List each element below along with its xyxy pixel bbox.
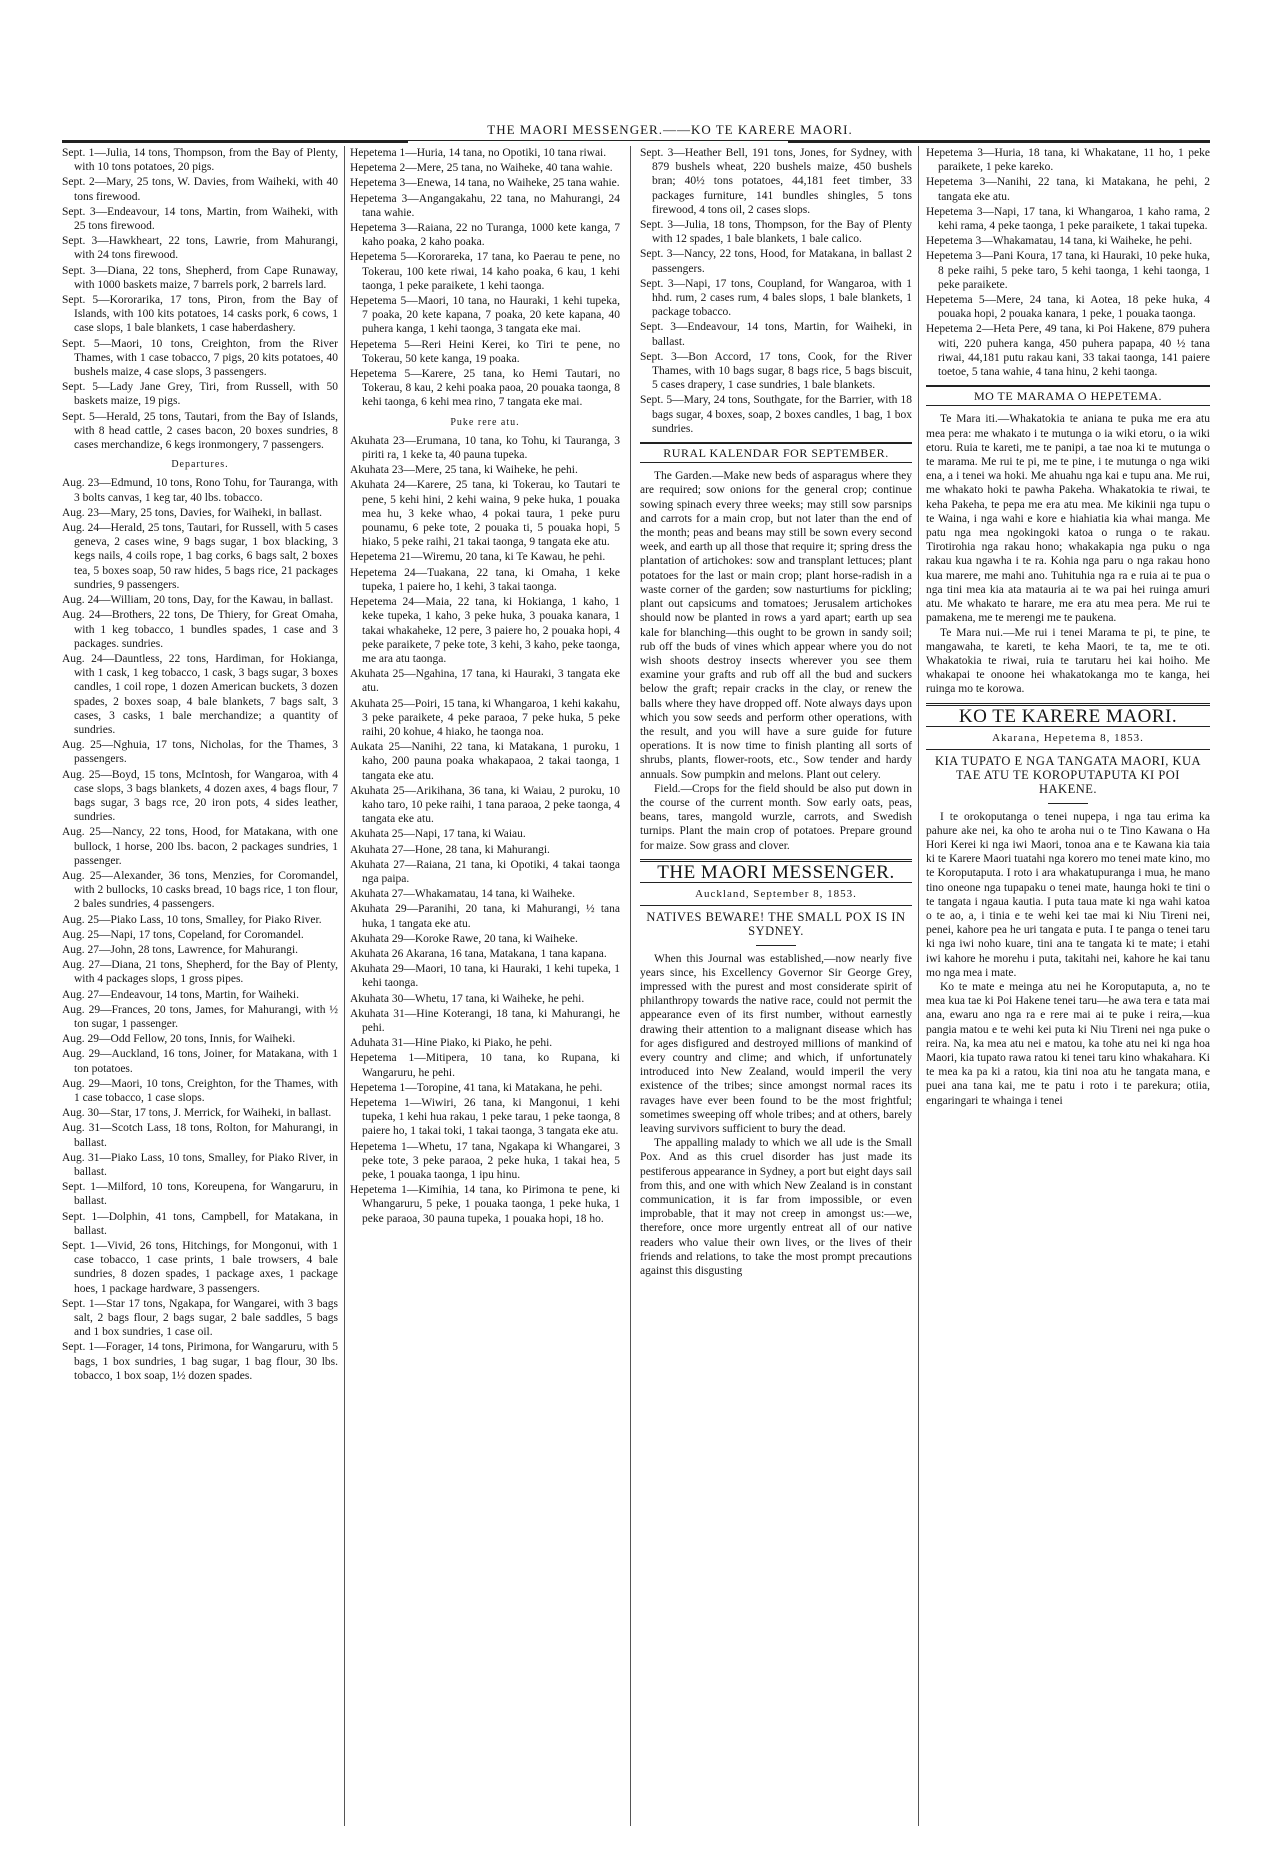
column-shipping-maori bbox=[350, 146, 620, 1826]
list-item: Aug. 25—Nghuia, 17 tons, Nicholas, for the Thames, 3 passengers. bbox=[62, 739, 338, 766]
list-item: Hepetema 5—Mere, 24 tana, ki Aotea, 18 peke huka, 4 pouaka hopi, 2 pouaka kanara, 1 peke, 1 pouaka taonga. bbox=[926, 294, 1210, 321]
marama-heading: MO TE MARAMA O HEPETEMA. bbox=[926, 385, 1210, 406]
list-item: Akuhata 29—Maori, 10 tana, ki Hauraki, 1 kehi tupeka, 1 kehi taonga. bbox=[350, 963, 620, 990]
list-item: Hepetema 3—Enewa, 14 tana, no Waiheke, 25 tana wahie. bbox=[350, 177, 620, 190]
list-item: Hepetema 1—Kimihia, 14 tana, ko Pirimona te pene, ki Whangaruru, 5 peke, 1 pouaka taonga, 1 peke huka, 1 peke paraoa, 30 pauna tupeka, 1 pouaka hopi, 18 ho. bbox=[350, 1184, 620, 1225]
list-item: Aug. 29—Frances, 20 tons, James, for Mahurangi, with ½ ton sugar, 1 passenger. bbox=[62, 1003, 338, 1030]
list-item: Aug. 25—Nancy, 22 tons, Hood, for Matakana, with one bullock, 1 horse, 200 lbs. bacon, 2 packages sundries, 1 passenger. bbox=[62, 826, 338, 867]
list-item: Akuhata 29—Paranihi, 20 tana, ki Mahurangi, ½ tana huka, 1 tangata eke atu. bbox=[350, 903, 620, 930]
list-item: Sept. 3—Bon Accord, 17 tons, Cook, for the River Thames, with 10 bags sugar, 8 bags rice, 5 bags biscuit, 5 cases drapery, 1 case sundries, 1 bale blankets. bbox=[640, 350, 912, 392]
column-rule-3 bbox=[918, 146, 919, 1826]
rere-atu-heading: Puke rere atu. bbox=[450, 416, 520, 428]
list-item: Aug. 25—Napi, 17 tons, Copeland, for Coromandel. bbox=[62, 928, 304, 941]
list-item: Sept. 3—Diana, 22 tons, Shepherd, from Cape Runaway, with 1000 baskets maize, 7 barrels pork, 2 barrels lard. bbox=[62, 264, 338, 291]
list-item: Hepetema 21—Wiremu, 20 tana, ki Te Kawau, he pehi. bbox=[350, 551, 606, 564]
headline-rule bbox=[756, 945, 796, 946]
list-item: Aug. 23—Mary, 25 tons, Davies, for Waiheki, in ballast. bbox=[62, 506, 323, 519]
article-paragraph: I te orokoputanga o tenei nupepa, i nga tau erima ka pahure ake nei, ka oho te aroha nui o te Tino Kawana o Ha Hori Kerei ki nga iwi Maori, tonoa ana e te Kawana kia taia ki te Karere Maori tuatahi nga korero mo tenei mate kino, mo te Koroputaputa. I roto i ara whakatupuranga i mua, he mano tino oneone nga tupapaku o tenei mate, haunga hoki te tini o te tangata i ngaua kautia. I puta taua mate ki nga wahi katoa o te ao, a, i tinia e te wehi kei tae mai ki Niu Tireni nei, penei, kahore pea he uri tangata e puta. I te panga o tenei taru ki nga iwi noho kuare, tini ana te tangata ki te mate; i etahi iwi kahore he morehu i puta, takitahi nei, kahore he kai tanu mo nga mea i mate. bbox=[926, 810, 1210, 979]
marama-paragraph: Te Mara nui.—Me rui i tenei Marama te pi, te pine, te mangawaha, te kareti, te keha Maori, te ta, me te oti. Whakatokia te riwai, ruia te tarutaru hei kai hoiho. Me whakapai te onoone hei whakatokanga mo te kanga, hei ruinga mo te korowa. bbox=[926, 626, 1210, 696]
list-item: Aug. 24—Brothers, 22 tons, De Thiery, for Great Omaha, with 1 keg tobacco, 1 bundles spades, 1 case and 3 packages. sundries. bbox=[62, 609, 338, 650]
list-item: Hepetema 3—Nanihi, 22 tana, ki Matakana, he pehi, 2 tangata eke atu. bbox=[926, 176, 1210, 203]
marama-paragraph: Te Mara iti.—Whakatokia te aniana te puka me era atu mea pera: me whakato i te mutunga o ia wiki etoru, o ia wiki etoru. Ruia te kareti, me te panipi, a tae noa ki te mutunga o te marama. Me rui te pi, me te pine, i te mutunga o nga wiki ena, a i tenei wa hoki. Me ahuahu nga kai e tupu ana. Me rui, me whakato hoki te pawha Pakeha. Whakatokia te riwai, te keha Pakeha, te pepa me era atu mea. Me kikinii nga tupu o te Waina, i nga wahi e kore e hiahiatia kia whai manga. Me patu nga mea ngokingoki katoa o runga o te rakau. Tirotirohia nga rakau hono; whakakapia nga puku o nga rakau kua ngawha i te ra. Kohia nga paru o nga rakau hono kua marere, me mahi ano. Tuhituhia nga ra e ruia ai te pua o nga tini mea kia ata matauria ai te wa pai hei ruinga amuri atu. Me whakato te harare, me era atu mea pera. Me rui te pamakena, me te merengi me te paukena. bbox=[926, 413, 1210, 625]
list-item: Sept. 1—Milford, 10 tons, Koreupena, for Wangaruru, in ballast. bbox=[62, 1181, 338, 1208]
list-item: Hepetema 1—Toropine, 41 tana, ki Matakana, he pehi. bbox=[350, 1081, 603, 1094]
list-item: Sept. 1—Star 17 tons, Ngakapa, for Wangarei, with 3 bags salt, 2 bags flour, 2 bags sugar, 2 bale saddles, 5 bags and 1 box sundries, 1 case oil. bbox=[62, 1297, 338, 1339]
list-item: Akuhata 27—Hone, 28 tana, ki Mahurangi. bbox=[350, 843, 550, 856]
list-item: Sept. 3—Endeavour, 14 tons, Martin, for Waiheki, in ballast. bbox=[640, 321, 912, 348]
list-item: Aug. 31—Scotch Lass, 18 tons, Rolton, for Mahurangi, in ballast. bbox=[62, 1122, 338, 1149]
list-item: Hepetema 1—Wiwiri, 26 tana, ki Mangonui, 1 kehi tupeka, 1 kehi hua rakau, 1 peke tarau, 1 peke taonga, 8 paiere ho, 1 takai toki, 1 takai taonga, 3 tangata eke atu. bbox=[350, 1097, 620, 1138]
list-item: Sept. 3—Nancy, 22 tons, Hood, for Matakana, in ballast 2 passengers. bbox=[640, 248, 912, 275]
arrivals-list-continued bbox=[640, 146, 912, 436]
kalendar-field-paragraph: Field.—Crops for the field should be also put down in the course of the current month. Sow early oats, peas, beans, tares, mangold wurzle, carrots, and Swedish turnips. Plant the main crop of potatoes. Prepare ground for maize. Sow grass and clover. bbox=[640, 782, 912, 852]
list-item: Aug. 30—Star, 17 tons, J. Merrick, for Waiheki, in ballast. bbox=[62, 1107, 332, 1120]
list-item: Sept. 3—Endeavour, 14 tons, Martin, from Waiheki, with 25 tons firewood. bbox=[62, 205, 338, 233]
list-item: Aug. 29—Odd Fellow, 20 tons, Innis, for Waiheki. bbox=[62, 1033, 296, 1046]
tae-mai-list-continued bbox=[926, 146, 1210, 379]
article-paragraph: Ko te mate e meinga atu nei he Koroputaputa, a, no te mea kua tae ki Poi Hakene tenei taru—he awa tera e tata mai ana, ewaru ano nga ra e rere mai ai te puke i reira,—kua pangia matou e te wehi kei puta ki Niu Tireni nei nga puke o reira. Na, ka mea atu nei e matou, ka tohe atu nei ki nga hoa Maori, kia tupato rawa ratou ki tenei taru kino whakahara. Ki te mea ka pa ki a ratou, kia tini noa atu he tangata mana, e puei ana tana kai, me te patu i roto i te parekura; otiia, engaringari te whainga i tenei bbox=[926, 980, 1210, 1107]
list-item: Hepetema 1—Mitipera, 10 tana, ko Rupana, ki Wangaruru, he pehi. bbox=[350, 1052, 620, 1079]
list-item: Aug. 24—Dauntless, 22 tons, Hardiman, for Hokianga, with 1 cask, 1 keg tobacco, 1 cask, 3 bags sugar, 3 boxes candles, 1 coil rope, 1 dozen American buckets, 3 dozen spades, 2 boxes soap, 4 bale blankets, 7 bags salt, 3 cases, 3 casks, 1 bale merchandize; a quantity of sundries. bbox=[62, 652, 338, 736]
column-rule-2 bbox=[630, 146, 631, 1826]
list-item: Akuhata 23—Mere, 25 tana, ki Waiheke, he pehi. bbox=[350, 464, 578, 477]
list-item: Aug. 24—William, 20 tons, Day, for the Kawau, in ballast. bbox=[62, 594, 334, 607]
dateline-english: Auckland, September 8, 1853. bbox=[695, 887, 857, 900]
list-item: Aug. 27—John, 28 tons, Lawrence, for Mahurangi. bbox=[62, 943, 299, 956]
list-item: Akuhata 30—Whetu, 17 tana, ki Waiheke, he pehi. bbox=[350, 992, 585, 1005]
list-item: Sept. 5—Herald, 25 tons, Tautari, from the Bay of Islands, with 8 head cattle, 2 cases bacon, 20 boxes sundries, 8 cases merchandize, 6 kegs ironmongery, 7 passengers. bbox=[62, 410, 338, 452]
departures-list bbox=[62, 476, 338, 1383]
list-item: Akuhata 27—Raiana, 21 tana, ki Opotiki, 4 takai taonga nga paipa. bbox=[350, 858, 620, 885]
list-item: Aug. 25—Boyd, 15 tons, McIntosh, for Wangaroa, with 4 case slops, 3 bags blankets, 4 dozen axes, 4 bags flour, 7 bags sugar, 3 bags rce, 20 iron pots, 4 sides leather, sundries. bbox=[62, 768, 338, 824]
list-item: Sept. 1—Dolphin, 41 tons, Campbell, for Matakana, in ballast. bbox=[62, 1210, 338, 1237]
list-item: Hepetema 1—Whetu, 17 tana, Ngakapa ki Whangarei, 3 peke tote, 3 peke paraoa, 2 peke huka, 1 takai hea, 5 peke, 1 pouaka taonga, 1 ipu hinu. bbox=[350, 1140, 620, 1182]
article-paragraph: The appalling malady to which we all ude is the Small Pox. And as this cruel disorder has just made its pestiferous appearance in Sydney, a port but eight days sail from this, and one with which New Zealand is in constant communication, it is far from impossible, or even improbable, that it may not creep in amongst us:—we, therefore, once more urgently entreat all of our native readers who value their own lives, or the lives of their friends and relations, to take the most prompt precautions against this disgusting bbox=[640, 1137, 912, 1278]
list-item: Hepetema 3—Angangakahu, 22 tana, no Mahurangi, 24 tana wahie. bbox=[350, 192, 620, 219]
list-item: Akuhata 25—Poiri, 15 tana, ki Whangaroa, 1 kehi kakahu, 3 peke paraikete, 4 peke paraoa, 7 peke huka, 5 peke raihi, 20 kohue, 4 hiako, he taonga noa. bbox=[350, 697, 620, 738]
list-item: Hepetema 3—Raiana, 22 no Turanga, 1000 kete kanga, 7 kaho poaka, 2 kaho poaka. bbox=[350, 222, 620, 249]
list-item: Akuhata 27—Whakamatau, 14 tana, ki Waiheke. bbox=[350, 888, 575, 901]
list-item: Aug. 31—Piako Lass, 10 tons, Smalley, for Piako River, in ballast. bbox=[62, 1151, 338, 1179]
column-english-articles bbox=[640, 146, 912, 1826]
list-item: Aug. 29—Auckland, 16 tons, Joiner, for Matakana, with 1 ton potatoes. bbox=[62, 1048, 338, 1075]
list-item: Sept. 3—Hawkheart, 22 tons, Lawrie, from Mahurangi, with 24 tons firewood. bbox=[62, 235, 338, 262]
list-item: Aukata 25—Nanihi, 22 tana, ki Matakana, 1 puroku, 1 kaho, 200 pauna poaka whakapaoa, 2 takai taonga, 1 tangata eke atu. bbox=[350, 741, 620, 782]
header-rule-middle bbox=[408, 140, 788, 141]
list-item: Hepetema 3—Pani Koura, 17 tana, ki Hauraki, 10 peke huka, 8 peke raihi, 5 peke taro, 5 kehi taonga, 1 kehi taonga, 1 peke paraikete. bbox=[926, 250, 1210, 291]
header-rule-left bbox=[62, 140, 408, 143]
header-rule-right bbox=[788, 140, 1210, 143]
list-item: Aug. 29—Maori, 10 tons, Creighton, for the Thames, with 1 case tobacco, 1 case slops. bbox=[62, 1077, 338, 1104]
list-item: Hepetema 1—Huria, 14 tana, no Opotiki, 10 tana riwai. bbox=[350, 147, 607, 159]
article-headline-english: NATIVES BEWARE! THE SMALL POX IS IN SYDNEY. bbox=[640, 905, 912, 938]
list-item: Hepetema 5—Maori, 10 tana, no Hauraki, 1 kehi tupeka, 7 poaka, 20 kete kapana, 7 poaka, 20 kete kapana, 40 puhera kanga, 1 kehi taonga, 3 tangata eke mai. bbox=[350, 295, 620, 336]
column-rule-1 bbox=[344, 146, 345, 1826]
rere-atu-list bbox=[350, 434, 620, 1226]
article-headline-maori: KIA TUPATO E NGA TANGATA MAORI, KUA TAE ATU TE KOROPUTAPUTA KI POI HAKENE. bbox=[926, 749, 1210, 797]
masthead-english: THE MAORI MESSENGER. bbox=[640, 859, 912, 883]
list-item: Hepetema 3—Whakamatau, 14 tana, ki Waiheke, he pehi. bbox=[926, 235, 1193, 248]
list-item: Hepetema 3—Huria, 18 tana, ki Whakatane, 11 ho, 1 peke paraikete, 1 peke kareko. bbox=[926, 147, 1210, 174]
masthead-maori: KO TE KARERE MAORI. bbox=[926, 703, 1210, 727]
list-item: Sept. 5—Kororarika, 17 tons, Piron, from the Bay of Islands, with 100 kits potatoes, 14 casks pork, 6 cows, 1 case slops, 1 bale blankets, 1 case haberdashery. bbox=[62, 294, 338, 335]
list-item: Sept. 2—Mary, 25 tons, W. Davies, from Waiheki, with 40 tons firewood. bbox=[62, 176, 338, 203]
list-item: Sept. 5—Mary, 24 tons, Southgate, for the Barrier, with 18 bags sugar, 4 boxes, soap, 2 boxes candles, 1 bag, 1 box sundries. bbox=[640, 394, 912, 435]
list-item: Akuhata 24—Karere, 25 tana, ki Tokerau, ko Tautari te pene, 5 kehi hini, 2 kehi waina, 9 peke huka, 1 pouaka mea hu, 3 keke whao, 4 pokai taura, 1 peke puru pounamu, 6 peke tote, 2 pouaka ti, 5 pouaka hopi, 5 hiako, 5 peke raihi, 21 takai taonga, 9 tangata eke atu. bbox=[350, 479, 620, 549]
list-item: Sept. 1—Julia, 14 tons, Thompson, from the Bay of Plenty, with 10 tons potatoes, 20 pigs. bbox=[62, 147, 338, 174]
list-item: Aug. 24—Herald, 25 tons, Tautari, for Russell, with 5 cases geneva, 2 cases wine, 9 bags sugar, 1 box blacking, 3 kegs nails, 4 coils rope, 1 bag corks, 6 bags salt, 2 boxes tea, 5 boxes soap, 50 raw hides, 5 bags rice, 21 packages sundries, 9 passengers. bbox=[62, 522, 338, 591]
list-item: Akuhata 23—Erumana, 10 tana, ko Tohu, ki Tauranga, 3 piriti ra, 1 keke ta, 40 pauna tupeka. bbox=[350, 434, 620, 462]
list-item: Sept. 1—Vivid, 26 tons, Hitchings, for Mongonui, with 1 case tobacco, 1 case prints, 1 bale trowsers, 4 bale sundries, 8 dozen spades, 1 package axes, 1 package hoes, 1 package hardware, 3 passengers. bbox=[62, 1240, 338, 1295]
list-item: Sept. 1—Forager, 14 tons, Pirimona, for Wangaruru, with 5 bags, 1 box sundries, 1 bag sugar, 1 bag flour, 30 lbs. tobacco, 1 box soap, 1½ dozen spades. bbox=[62, 1341, 338, 1382]
list-item: Aug. 27—Diana, 21 tons, Shepherd, for the Bay of Plenty, with 4 packages slops, 1 gross pipes. bbox=[62, 959, 338, 986]
list-item: Akuhata 29—Koroke Rawe, 20 tana, ki Waiheke. bbox=[350, 932, 578, 945]
list-item: Aug. 25—Piako Lass, 10 tons, Smalley, for Piako River. bbox=[62, 913, 322, 926]
list-item: Hepetema 5—Reri Heini Kerei, ko Tiri te pene, no Tokerau, 50 kete kanga, 19 poaka. bbox=[350, 338, 620, 365]
article-paragraph: When this Journal was established,—now nearly five years since, his Excellency Governor Sir George Grey, impressed with the purest and most considerate spirit of philanthropy towards the native race, could not permit the appearance even of its first number, without earnestly drawing their attention to a malignant disease which has for ages disfigured and destroyed millions of mankind of every country and clime; and which, if unfortunately introduced into New Zealand, would imperil the very existence of the tribes; since amongst normal races its ravages have ever been found to be the most frightful; sometimes sweeping off whole tribes; and at others, barely leaving survivors sufficient to bury the dead. bbox=[640, 952, 912, 1135]
column-shipping-english bbox=[62, 146, 338, 1826]
list-item: Hepetema 2—Heta Pere, 49 tana, ki Poi Hakene, 879 puhera witi, 220 puhera kanga, 450 puhera papapa, 40 ½ tana riwai, 44,181 putu rakau kani, 33 takai taonga, 141 paiere toetoe, 5 tana wahie, 4 tana hinu, 2 kehi taonga. bbox=[926, 323, 1210, 379]
headline-rule bbox=[1048, 803, 1088, 804]
list-item: Hepetema 5—Kororareka, 17 tana, ko Paerau te pene, no Tokerau, 100 kete riwai, 14 kaho poaka, 6 kau, 1 kehi taonga, 1 peke paraikete, 1 kehi taonga. bbox=[350, 251, 620, 292]
list-item: Hepetema 24—Maia, 22 tana, ki Hokianga, 1 kaho, 1 keke tupeka, 1 kaho, 3 peke huka, 3 pouaka kanara, 1 takai whakaheke, 12 pere, 3 paiere ho, 2 pouaka hopi, 4 peke paraikete, 7 peke tote, 3 kehi, 3 kaho, peke taonga, me ara atu taonga. bbox=[350, 596, 620, 665]
list-item: Akuhata 25—Ngahina, 17 tana, ki Hauraki, 3 tangata eke atu. bbox=[350, 668, 620, 695]
list-item: Aug. 27—Endeavour, 14 tons, Martin, for Waiheki. bbox=[62, 988, 299, 1001]
list-item: Aduhata 31—Hine Piako, ki Piako, he pehi. bbox=[350, 1037, 553, 1050]
list-item: Sept. 3—Heather Bell, 191 tons, Jones, for Sydney, with 879 bushels wheat, 220 bushels maize, 450 bushels bran; 40½ tons potatoes, 44,181 feet timber, 33 packages furniture, 141 bundles shingles, 5 tons firewood, 4 tons oil, 2 cases slops. bbox=[640, 147, 912, 216]
list-item: Hepetema 24—Tuakana, 22 tana, ki Omaha, 1 keke tupeka, 1 paiere ho, 1 kehi, 3 takai taonga. bbox=[350, 566, 620, 593]
list-item: Akuhata 26 Akarana, 16 tana, Matakana, 1 tana kapana. bbox=[350, 947, 607, 960]
list-item: Akuhata 25—Arikihana, 36 tana, ki Waiau, 2 puroku, 10 kaho taro, 10 peke raihi, 1 tana paraoa, 2 peke taonga, 4 tangata eke atu. bbox=[350, 784, 620, 826]
list-item: Sept. 5—Lady Jane Grey, Tiri, from Russell, with 50 baskets maize, 19 pigs. bbox=[62, 381, 338, 408]
list-item: Akuhata 31—Hine Koterangi, 18 tana, ki Mahurangi, he pehi. bbox=[350, 1007, 620, 1034]
list-item: Hepetema 3—Napi, 17 tana, ki Whangaroa, 1 kaho rama, 2 kehi rama, 4 peke taonga, 1 peke paraikete, 1 takai tupeka. bbox=[926, 205, 1210, 233]
list-item: Akuhata 25—Napi, 17 tana, ki Waiau. bbox=[350, 828, 526, 841]
list-item: Hepetema 2—Mere, 25 tana, no Waiheke, 40 tana wahie. bbox=[350, 162, 613, 175]
departures-heading: Departures. bbox=[171, 459, 229, 471]
kalendar-garden-paragraph: The Garden.—Make new beds of asparagus where they are required; sow onions for the general crop; continue sowing spinach every three weeks; may still sow parsnips and carrots for a main crop, but not later than the end of the month; peas and beans may still be sown every second week, and earth up all those that require it; spring dress the plantation of artichokes: sow and transplant lettuces; plant potatoes for the last or main crop; plant horse-radish in a waste corner of the garden; sow nasturtiums for pickling; plant out capsicums and tomatoes; Jerusalem artichokes should now be planted in rows a yard apart; earth up sea kale for blanching—this ought to be grown in sandy soil; rub off the buds of vines which appear where you do not wish shoots destroy insects wherever you see them examine your grafts and rub off all the bud and suckers below the graft; repair cracks in the clay, or renew the balls where they have dropped off. Note always days upon which you sow seeds and perform other operations, with the result, and you will have a sure guide for future operations. It is now time to finish planting all sorts of shrubs, plants, flower-roots, etc., Sow tender and hardy annuals. Sow pumpkin and melons. Plant out celery. bbox=[640, 470, 912, 781]
list-item: Sept. 3—Napi, 17 tons, Coupland, for Wangaroa, with 1 hhd. rum, 2 cases rum, 4 bales slops, 1 bale blankets, 1 package tobacco. bbox=[640, 277, 912, 319]
list-item: Aug. 25—Alexander, 36 tons, Menzies, for Coromandel, with 2 bullocks, 10 casks bread, 10 bags rice, 1 ton flour, 2 bales sundries, 4 passengers. bbox=[62, 869, 338, 911]
dateline-maori: Akarana, Hepetema 8, 1853. bbox=[992, 731, 1144, 744]
rural-kalendar-heading: RURAL KALENDAR FOR SEPTEMBER. bbox=[640, 442, 912, 463]
list-item: Hepetema 5—Karere, 25 tana, ko Hemi Tautari, no Tokerau, 8 kau, 2 kehi poaka paoa, 20 pouaka taonga, 8 kehi taonga, 6 kehi mea rino, 7 tangata eke mai. bbox=[350, 368, 620, 409]
arrivals-list bbox=[62, 146, 338, 452]
tae-mai-list bbox=[350, 146, 620, 410]
list-item: Aug. 23—Edmund, 10 tons, Rono Tohu, for Tauranga, with 3 bolts canvas, 1 keg tar, 40 lbs. tobacco. bbox=[62, 477, 338, 504]
list-item: Sept. 3—Julia, 18 tons, Thompson, for the Bay of Plenty with 12 spades, 1 bale blankets, 1 bale calico. bbox=[640, 219, 912, 246]
list-item: Sept. 5—Maori, 10 tons, Creighton, from the River Thames, with 1 case tobacco, 7 pigs, 20 kits potatoes, 40 bushels maize, 4 case slops, 3 passengers. bbox=[62, 337, 338, 379]
running-head: THE MAORI MESSENGER.——KO TE KARERE MAORI. bbox=[487, 122, 853, 137]
column-maori-articles bbox=[926, 146, 1210, 1826]
